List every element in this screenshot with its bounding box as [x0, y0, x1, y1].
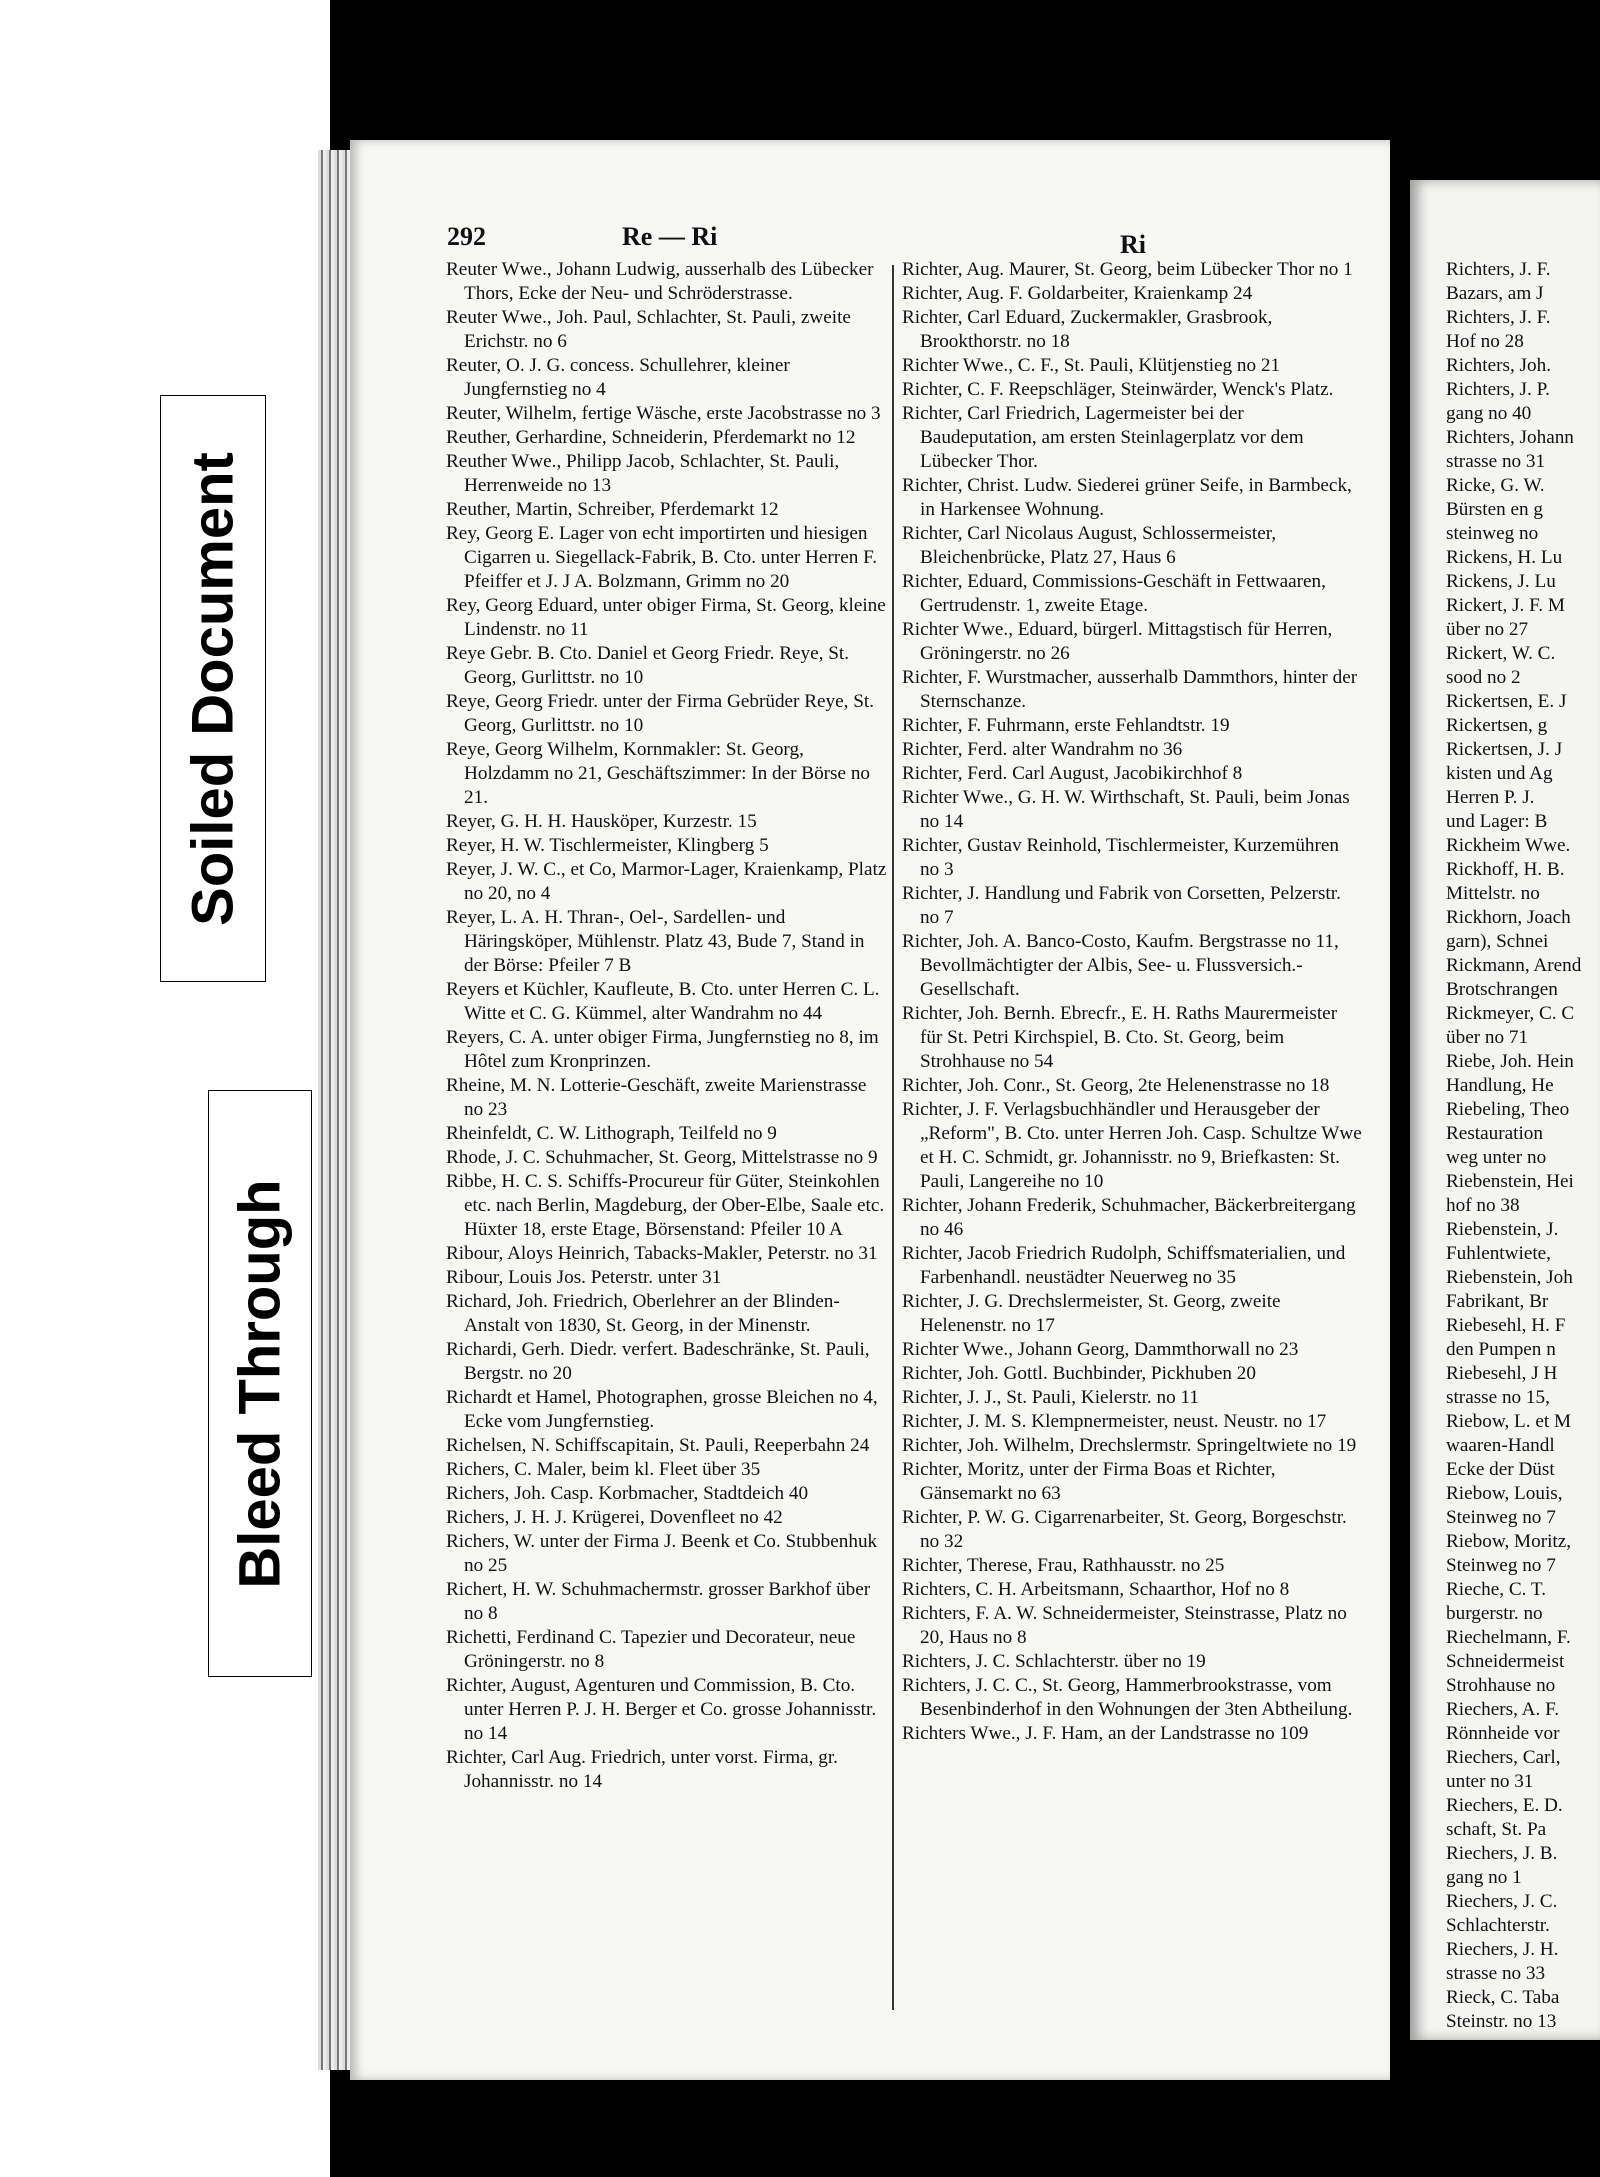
directory-entry: Richardi, Gerh. Diedr. verfert. Badeschränke, St. Pauli, Bergstr. no 20: [446, 1339, 870, 1384]
directory-entry: Rickens, H. Lu: [1446, 547, 1563, 568]
directory-entry: Richter, August, Agenturen und Commission, B. Cto. unter Herren P. J. H. Berger et Co. grosse Johannisstr. no 14: [446, 1675, 877, 1744]
directory-entry: kisten und Ag: [1446, 763, 1553, 784]
directory-entry: Richter, Joh. Wilhelm, Drechslermstr. Springeltwiete no 19: [902, 1435, 1357, 1456]
directory-entry: Richter, J. Handlung und Fabrik von Corsetten, Pelzerstr. no 7: [902, 883, 1341, 928]
next-page-column: [1446, 258, 1600, 2034]
directory-entry: Richter, Carl Aug. Friedrich, unter vorst. Firma, gr. Johannisstr. no 14: [446, 1747, 838, 1792]
directory-entry: Richters, F. A. W. Schneidermeister, Steinstrasse, Platz no 20, Haus no 8: [902, 1603, 1347, 1648]
directory-entry: Richter, Carl Friedrich, Lagermeister bei der Baudeputation, am ersten Steinlagerplatz vor dem Lübecker Thor.: [902, 403, 1304, 472]
directory-entry: Reyer, G. H. H. Hausköper, Kurzestr. 15: [446, 811, 757, 832]
directory-entry: Reuter Wwe., Johann Ludwig, ausserhalb des Lübecker Thors, Ecke der Neu- und Schröderstrasse.: [446, 259, 874, 304]
directory-entry: Rickmeyer, C. C: [1446, 1003, 1575, 1024]
directory-entry: Riebow, Louis,: [1446, 1483, 1563, 1504]
directory-entry: Ecke der Düst: [1446, 1459, 1555, 1480]
directory-entry: Reuter, O. J. G. concess. Schullehrer, kleiner Jungfernstieg no 4: [446, 355, 790, 400]
directory-entry: Steinweg no 7: [1446, 1555, 1556, 1576]
directory-entry: schaft, St. Pa: [1446, 1819, 1547, 1840]
directory-entry: Richter, Johann Frederik, Schuhmacher, Bäckerbreitergang no 46: [902, 1195, 1356, 1240]
directory-entry: gang no 40: [1446, 403, 1532, 424]
directory-entry: Richter, Christ. Ludw. Siederei grüner Seife, in Barmbeck, in Harkensee Wohnung.: [902, 475, 1352, 520]
directory-entry: Richters, J. P.: [1446, 379, 1550, 400]
directory-entry: Richter, Carl Nicolaus August, Schlossermeister, Bleichenbrücke, Platz 27, Haus 6: [902, 523, 1277, 568]
bleed-through-text: Bleed Through: [227, 1178, 293, 1589]
right-running-head: Ri: [1120, 230, 1146, 259]
directory-entry: Richter, J. G. Drechslermeister, St. Georg, zweite Helenenstr. no 17: [902, 1291, 1281, 1336]
directory-entry: Richter, F. Wurstmacher, ausserhalb Dammthors, hinter der Sternschanze.: [902, 667, 1358, 712]
directory-entry: Richter, Joh. Gottl. Buchbinder, Pickhuben 20: [902, 1363, 1256, 1384]
directory-entry: Richers, W. unter der Firma J. Beenk et Co. Stubbenhuk no 25: [446, 1531, 878, 1576]
directory-entry: Richter Wwe., Eduard, bürgerl. Mittagstisch für Herren, Gröningerstr. no 26: [902, 619, 1333, 664]
directory-entry: Bazars, am J: [1446, 283, 1544, 304]
directory-entry: hof no 38: [1446, 1195, 1520, 1216]
directory-entry: sood no 2: [1446, 667, 1521, 688]
directory-entry: Ribbe, H. C. S. Schiffs-Procureur für Güter, Steinkohlen etc. nach Berlin, Magdeburg, der Ober-Elbe, Saale etc. Hüxter 18, erste Etage, Börsenstand: Pfeiler 10 A: [446, 1171, 885, 1240]
directory-entry: Richters, J. C. C., St. Georg, Hammerbrookstrasse, vom Besenbinderhof in den Wohnungen der 3ten Abtheilung.: [902, 1675, 1353, 1720]
directory-entry: Rieche, C. T.: [1446, 1579, 1547, 1600]
directory-entry: Richters, J. F.: [1446, 307, 1551, 328]
directory-entry: strasse no 33: [1446, 1963, 1546, 1984]
directory-entry: weg unter no: [1446, 1147, 1547, 1168]
directory-entry: Richter, P. W. G. Cigarrenarbeiter, St. Georg, Borgeschstr. no 32: [902, 1507, 1347, 1552]
directory-entry: Richard, Joh. Friedrich, Oberlehrer an der Blinden-Anstalt von 1830, St. Georg, in der Minenstr.: [446, 1291, 840, 1336]
directory-entry: Richert, H. W. Schuhmachermstr. grosser Barkhof über no 8: [446, 1579, 871, 1624]
directory-entry: Ribour, Aloys Heinrich, Tabacks-Makler, Peterstr. no 31: [446, 1243, 878, 1264]
directory-entry: waaren-Handl: [1446, 1435, 1555, 1456]
directory-entry: Reuther, Gerhardine, Schneiderin, Pferdemarkt no 12: [446, 427, 856, 448]
directory-entry: Rickert, J. F. M: [1446, 595, 1565, 616]
directory-entry: und Lager: B: [1446, 811, 1548, 832]
directory-entry: Riechers, Carl,: [1446, 1747, 1561, 1768]
directory-entry: Bürsten en g: [1446, 499, 1543, 520]
directory-entry: Riebeling, Theo: [1446, 1099, 1570, 1120]
directory-entry: Richter Wwe., Johann Georg, Dammthorwall no 23: [902, 1339, 1299, 1360]
directory-entry: Riebesehl, H. F: [1446, 1315, 1566, 1336]
directory-entry: Rickmann, Arend: [1446, 955, 1582, 976]
directory-entry: Fuhlentwiete,: [1446, 1243, 1551, 1264]
right-directory-column: [902, 258, 1362, 1746]
directory-entry: Richers, J. H. J. Krügerei, Dovenfleet no 42: [446, 1507, 783, 1528]
directory-entry: Handlung, He: [1446, 1075, 1554, 1096]
directory-entry: Ribour, Louis Jos. Peterstr. unter 31: [446, 1267, 722, 1288]
directory-entry: steinweg no: [1446, 523, 1539, 544]
directory-entry: Richardt et Hamel, Photographen, grosse Bleichen no 4, Ecke vom Jungfernstieg.: [446, 1387, 878, 1432]
directory-entry: Riebow, L. et M: [1446, 1411, 1572, 1432]
directory-entry: Reuter, Wilhelm, fertige Wäsche, erste Jacobstrasse no 3: [446, 403, 881, 424]
directory-entry: Riechers, A. F.: [1446, 1699, 1560, 1720]
directory-entry: Richter, Gustav Reinhold, Tischlermeister, Kurzemühren no 3: [902, 835, 1340, 880]
directory-entry: Richter, Joh. A. Banco-Costo, Kaufm. Bergstrasse no 11, Bevollmächtigter der Albis, See- u. Flussversich.-Gesellschaft.: [902, 931, 1339, 1000]
directory-entry: Riebenstein, Joh: [1446, 1267, 1573, 1288]
directory-entry: Reyer, L. A. H. Thran-, Oel-, Sardellen- und Häringsköper, Mühlenstr. Platz 43, Bude 7, Stand in der Börse: Pfeiler 7 B: [446, 907, 865, 976]
directory-entry: Richters, Joh.: [1446, 355, 1551, 376]
directory-entry: Schlachterstr.: [1446, 1915, 1550, 1936]
directory-entry: Rickheim Wwe.: [1446, 835, 1571, 856]
directory-entry: Hof no 28: [1446, 331, 1524, 352]
directory-entry: Rheinfeldt, C. W. Lithograph, Teilfeld no 9: [446, 1123, 777, 1144]
directory-entry: Rickertsen, g: [1446, 715, 1548, 736]
bleed-through-label: [208, 1090, 312, 1677]
directory-entry: Restauration: [1446, 1123, 1543, 1144]
directory-entry: Reye Gebr. B. Cto. Daniel et Georg Friedr. Reye, St. Georg, Gurlittstr. no 10: [446, 643, 850, 688]
directory-entry: Richter Wwe., G. H. W. Wirthschaft, St. Pauli, beim Jonas no 14: [902, 787, 1350, 832]
directory-entry: Schneidermeist: [1446, 1651, 1565, 1672]
directory-entry: Riebenstein, J.: [1446, 1219, 1559, 1240]
directory-entry: garn), Schnei: [1446, 931, 1549, 952]
directory-entry: Brotschrangen: [1446, 979, 1558, 1000]
directory-entry: Richters, C. H. Arbeitsmann, Schaarthor, Hof no 8: [902, 1579, 1290, 1600]
directory-entry: Reyer, H. W. Tischlermeister, Klingberg 5: [446, 835, 769, 856]
directory-entry: Richter, Eduard, Commissions-Geschäft in Fettwaaren, Gertrudenstr. 1, zweite Etage.: [902, 571, 1326, 616]
directory-entry: unter no 31: [1446, 1771, 1534, 1792]
directory-entry: Richter, F. Fuhrmann, erste Fehlandtstr. 19: [902, 715, 1230, 736]
directory-entry: Richter, Aug. Maurer, St. Georg, beim Lübecker Thor no 1: [902, 259, 1353, 280]
directory-entry: Reye, Georg Friedr. unter der Firma Gebrüder Reye, St. Georg, Gurlittstr. no 10: [446, 691, 875, 736]
directory-entry: über no 71: [1446, 1027, 1529, 1048]
left-directory-column: [446, 258, 888, 1794]
directory-entry: über no 27: [1446, 619, 1529, 640]
directory-entry: Riechers, E. D.: [1446, 1795, 1563, 1816]
directory-entry: Richters, Johann: [1446, 427, 1574, 448]
directory-entry: Reyer, J. W. C., et Co, Marmor-Lager, Kraienkamp, Platz no 20, no 4: [446, 859, 887, 904]
directory-entry: Steinweg no 7: [1446, 1507, 1556, 1528]
directory-entry: Richter, Therese, Frau, Rathhausstr. no 25: [902, 1555, 1225, 1576]
directory-entry: Richter, J. J., St. Pauli, Kielerstr. no 11: [902, 1387, 1199, 1408]
directory-entry: Richter, Joh. Bernh. Ebrecfr., E. H. Raths Maurermeister für St. Petri Kirchspiel, B. Cto. St. Georg, beim Strohhause no 54: [902, 1003, 1338, 1072]
directory-entry: Riebe, Joh. Hein: [1446, 1051, 1574, 1072]
directory-entry: Richter, J. M. S. Klempnermeister, neust. Neustr. no 17: [902, 1411, 1327, 1432]
directory-entry: Reyers et Küchler, Kaufleute, B. Cto. unter Herren C. L. Witte et C. G. Kümmel, alter Wandrahm no 44: [446, 979, 880, 1024]
column-divider: [892, 265, 894, 2010]
page-number: 292: [447, 222, 486, 251]
directory-entry: Richter, Joh. Conr., St. Georg, 2te Helenenstrasse no 18: [902, 1075, 1330, 1096]
soiled-document-label: [160, 395, 266, 982]
directory-entry: Rickens, J. Lu: [1446, 571, 1556, 592]
directory-entry: Rey, Georg E. Lager von echt importirten und hiesigen Cigarren u. Siegellack-Fabrik, B. Cto. unter Herren F. Pfeiffer et J. J A. Bolzmann, Grimm no 20: [446, 523, 878, 592]
directory-entry: gang no 1: [1446, 1867, 1522, 1888]
directory-entry: Richter Wwe., C. F., St. Pauli, Klütjenstieg no 21: [902, 355, 1281, 376]
directory-entry: Riechelmann, F.: [1446, 1627, 1571, 1648]
directory-entry: Reuther Wwe., Philipp Jacob, Schlachter, St. Pauli, Herrenweide no 13: [446, 451, 840, 496]
directory-entry: strasse no 15,: [1446, 1387, 1550, 1408]
directory-entry: Reuter Wwe., Joh. Paul, Schlachter, St. Pauli, zweite Erichstr. no 6: [446, 307, 851, 352]
directory-entry: Fabrikant, Br: [1446, 1291, 1549, 1312]
directory-entry: Richter, Carl Eduard, Zuckermakler, Grasbrook, Brookthorstr. no 18: [902, 307, 1273, 352]
directory-entry: Richters Wwe., J. F. Ham, an der Landstrasse no 109: [902, 1723, 1309, 1744]
directory-entry: Richers, C. Maler, beim kl. Fleet über 35: [446, 1459, 761, 1480]
book-page-edges: [318, 150, 354, 2070]
directory-entry: den Pumpen n: [1446, 1339, 1556, 1360]
directory-entry: burgerstr. no: [1446, 1603, 1543, 1624]
directory-entry: Riebenstein, Hei: [1446, 1171, 1574, 1192]
directory-entry: Rönnheide vor: [1446, 1723, 1560, 1744]
directory-entry: Reyers, C. A. unter obiger Firma, Jungfernstieg no 8, im Hôtel zum Kronprinzen.: [446, 1027, 879, 1072]
directory-entry: Riebesehl, J H: [1446, 1363, 1558, 1384]
directory-entry: Strohhause no: [1446, 1675, 1556, 1696]
directory-entry: Ricke, G. W.: [1446, 475, 1545, 496]
directory-entry: Rhode, J. C. Schuhmacher, St. Georg, Mittelstrasse no 9: [446, 1147, 878, 1168]
directory-entry: Richter, Jacob Friedrich Rudolph, Schiffsmaterialien, und Farbenhandl. neustädter Neuerweg no 35: [902, 1243, 1346, 1288]
directory-entry: Richter, Ferd. Carl August, Jacobikirchhof 8: [902, 763, 1243, 784]
directory-entry: Riebow, Moritz,: [1446, 1531, 1572, 1552]
directory-entry: Mittelstr. no: [1446, 883, 1540, 904]
directory-entry: Richter, Aug. F. Goldarbeiter, Kraienkamp 24: [902, 283, 1253, 304]
directory-entry: Rickertsen, E. J: [1446, 691, 1567, 712]
directory-entry: Richters, J. F.: [1446, 259, 1551, 280]
directory-entry: Reuther, Martin, Schreiber, Pferdemarkt 12: [446, 499, 779, 520]
directory-entry: strasse no 31: [1446, 451, 1546, 472]
directory-entry: Riechers, J. B.: [1446, 1843, 1558, 1864]
background-scan-margin: [0, 0, 330, 2177]
directory-entry: Riechers, J. H.: [1446, 1939, 1559, 1960]
directory-entry: Richter, Moritz, unter der Firma Boas et Richter, Gänsemarkt no 63: [902, 1459, 1276, 1504]
directory-entry: Richter, Ferd. alter Wandrahm no 36: [902, 739, 1183, 760]
directory-entry: Richetti, Ferdinand C. Tapezier und Decorateur, neue Gröningerstr. no 8: [446, 1627, 856, 1672]
directory-entry: Rickert, W. C.: [1446, 643, 1556, 664]
directory-entry: Rheine, M. N. Lotterie-Geschäft, zweite Marienstrasse no 23: [446, 1075, 867, 1120]
soiled-document-text: Soiled Document: [180, 451, 246, 926]
directory-entry: Richter, J. F. Verlagsbuchhändler und Herausgeber der „Reform", B. Cto. unter Herren Joh. Casp. Schultze Wwe et H. C. Schmidt, gr. Johannisstr. no 9, Briefkasten: St. Pauli, Langereihe no 10: [902, 1099, 1362, 1192]
directory-entry: Riechers, J. C.: [1446, 1891, 1558, 1912]
directory-entry: Richter, C. F. Reepschläger, Steinwärder, Wenck's Platz.: [902, 379, 1334, 400]
left-running-head: Re — Ri: [622, 222, 718, 251]
directory-entry: Richters, J. C. Schlachterstr. über no 19: [902, 1651, 1206, 1672]
directory-entry: Richers, Joh. Casp. Korbmacher, Stadtdeich 40: [446, 1483, 809, 1504]
directory-entry: Richelsen, N. Schiffscapitain, St. Pauli, Reeperbahn 24: [446, 1435, 870, 1456]
directory-entry: Herren P. J.: [1446, 787, 1535, 808]
directory-entry: Rickhorn, Joach: [1446, 907, 1571, 928]
directory-entry: Rieck, C. Taba: [1446, 1987, 1560, 2008]
directory-entry: Rickertsen, J. J: [1446, 739, 1563, 760]
directory-entry: Rey, Georg Eduard, unter obiger Firma, St. Georg, kleine Lindenstr. no 11: [446, 595, 886, 640]
directory-entry: Reye, Georg Wilhelm, Kornmakler: St. Georg, Holzdamm no 21, Geschäftszimmer: In der Börse no 21.: [446, 739, 871, 808]
directory-entry: Rickhoff, H. B.: [1446, 859, 1565, 880]
directory-entry: Steinstr. no 13: [1446, 2011, 1557, 2032]
